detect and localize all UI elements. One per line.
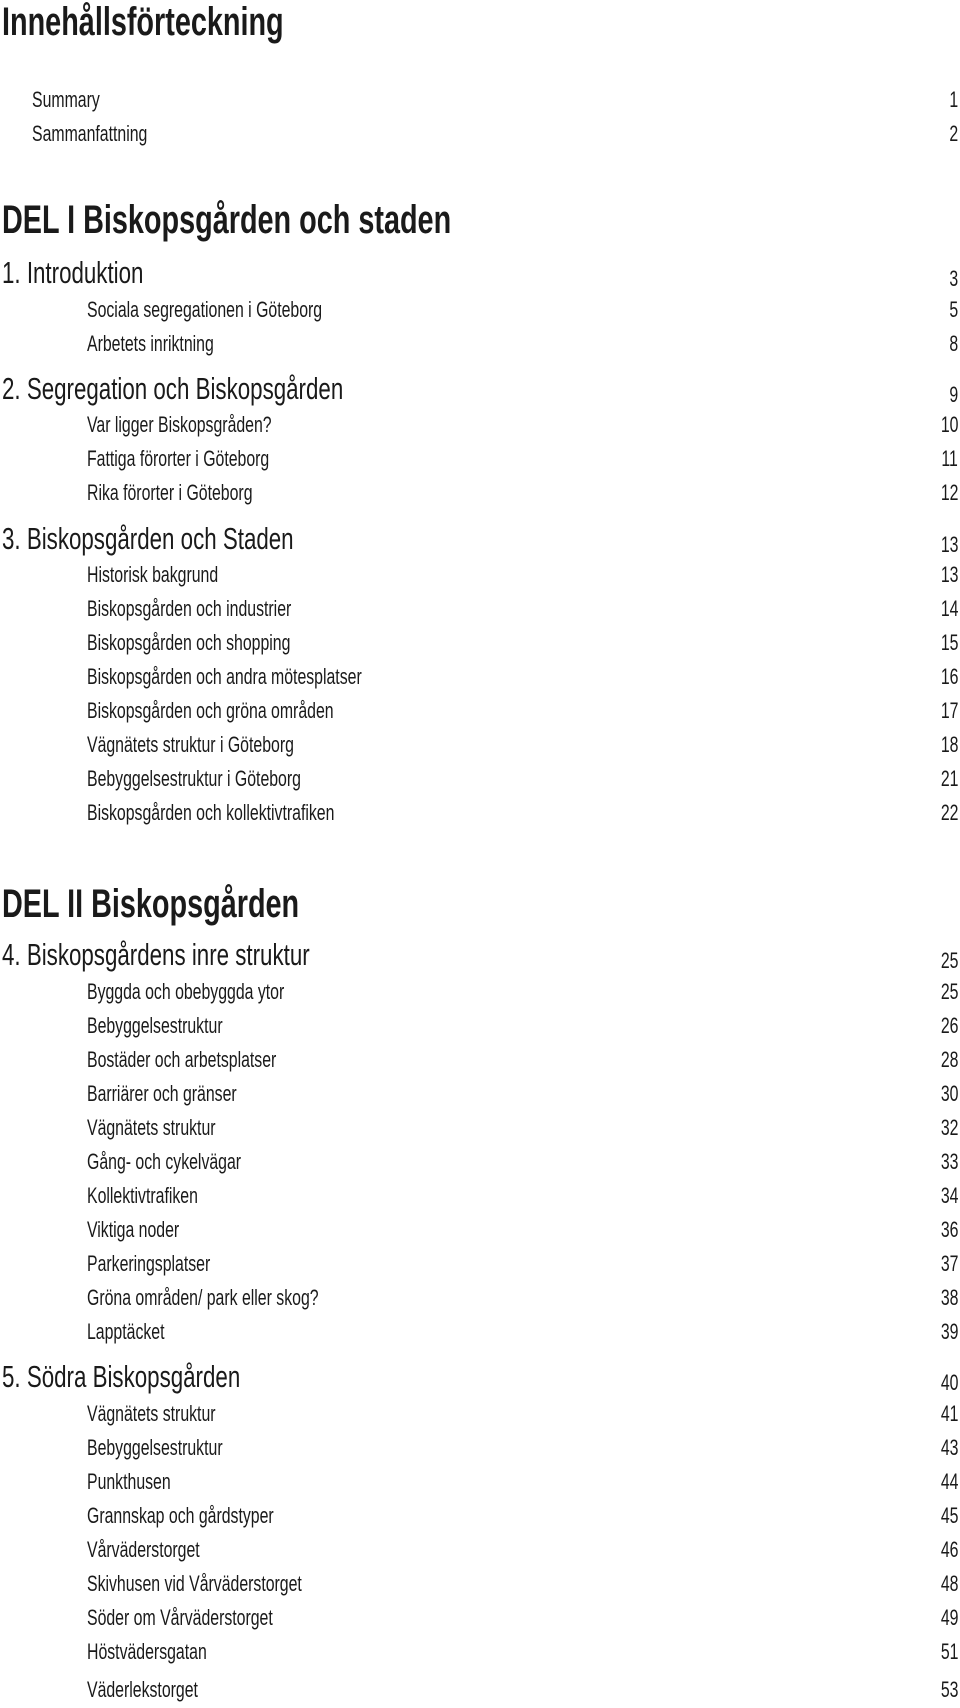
toc-entry-page: 17	[940, 698, 958, 723]
toc-entry-label: Bebyggelsestruktur	[87, 1435, 223, 1460]
toc-entry-page: 21	[940, 766, 958, 791]
toc-entry-page: 11	[941, 446, 958, 471]
chapter-page: 3	[949, 266, 958, 291]
chapter-page: 13	[940, 532, 958, 557]
toc-entry-label: Skivhusen vid Vårväderstorget	[87, 1571, 302, 1596]
toc-entry-label: Byggda och obebyggda ytor	[87, 979, 285, 1004]
toc-entry-label: Grannskap och gårdstyper	[87, 1503, 274, 1528]
toc-entry-label: Punkthusen	[87, 1469, 171, 1494]
toc-entry-label: Vägnätets struktur	[87, 1115, 216, 1140]
chapter-label: 5. Södra Biskopsgården	[2, 1359, 241, 1394]
toc-entry-label: Arbetets inriktning	[87, 331, 214, 356]
chapter-page: 9	[949, 382, 958, 407]
toc-entry-label: Gång- och cykelvägar	[87, 1149, 242, 1174]
toc-entry-page: 51	[940, 1639, 958, 1664]
toc-entry-label: Biskopsgården och industrier	[87, 596, 292, 621]
page-title: Innehållsförteckning	[2, 0, 284, 44]
toc-entry-page: 33	[940, 1149, 958, 1174]
toc-entry-label: Biskopsgården och andra mötesplatser	[87, 664, 362, 689]
toc-entry-page: 25	[940, 979, 958, 1004]
toc-entry-page: 34	[940, 1183, 958, 1208]
toc-entry-label: Kollektivtrafiken	[87, 1183, 198, 1208]
toc-entry-label: Barriärer och gränser	[87, 1081, 237, 1106]
toc-entry-page: 22	[940, 800, 958, 825]
toc-entry-page: 12	[940, 480, 958, 505]
toc-entry-label: Rika förorter i Göteborg	[87, 480, 253, 505]
part-heading-del-2: DEL II Biskopsgården	[2, 882, 300, 926]
toc-entry-label: Biskopsgården och shopping	[87, 630, 291, 655]
toc-entry-page: 44	[940, 1469, 958, 1494]
toc-entry-page: 39	[940, 1319, 958, 1344]
toc-entry-label: Viktiga noder	[87, 1217, 180, 1242]
chapter-label: 2. Segregation och Biskopsgården	[2, 371, 344, 406]
toc-entry-label: Väderlekstorget	[87, 1677, 198, 1702]
toc-entry-label: Summary	[32, 87, 100, 112]
toc-entry-label: Gröna områden/ park eller skog?	[87, 1285, 319, 1310]
toc-entry-page: 18	[940, 732, 958, 757]
toc-entry-page: 2	[949, 121, 958, 146]
chapter-label: 3. Biskopsgården och Staden	[2, 521, 294, 556]
toc-entry-label: Lapptäcket	[87, 1319, 165, 1344]
toc-entry-label: Vårväderstorget	[87, 1537, 200, 1562]
chapter-page: 40	[940, 1370, 958, 1395]
toc-entry-page: 10	[940, 412, 958, 437]
toc-entry-page: 13	[940, 562, 958, 587]
toc-entry-label: Bostäder och arbetsplatser	[87, 1047, 277, 1072]
toc-entry-page: 36	[940, 1217, 958, 1242]
toc-entry-page: 43	[940, 1435, 958, 1460]
toc-entry-page: 49	[940, 1605, 958, 1630]
toc-entry-label: Historisk bakgrund	[87, 562, 219, 587]
toc-entry-page: 5	[949, 297, 958, 322]
toc-entry-label: Biskopsgården och kollektivtrafiken	[87, 800, 335, 825]
toc-entry-label: Biskopsgården och gröna områden	[87, 698, 334, 723]
toc-entry-label: Sammanfattning	[32, 121, 148, 146]
toc-entry-page: 37	[940, 1251, 958, 1276]
toc-entry-page: 32	[940, 1115, 958, 1140]
toc-entry-page: 14	[940, 596, 958, 621]
toc-entry-label: Vägnätets struktur i Göteborg	[87, 732, 294, 757]
toc-entry-page: 1	[949, 87, 958, 112]
toc-entry-label: Sociala segregationen i Göteborg	[87, 297, 323, 322]
chapter-page: 25	[940, 948, 958, 973]
toc-entry-label: Bebyggelsestruktur	[87, 1013, 223, 1038]
toc-entry-label: Söder om Vårväderstorget	[87, 1605, 273, 1630]
toc-entry-page: 16	[940, 664, 958, 689]
toc-entry-label: Fattiga förorter i Göteborg	[87, 446, 270, 471]
toc-entry-label: Var ligger Biskopsgråden?	[87, 412, 272, 437]
chapter-label: 4. Biskopsgårdens inre struktur	[2, 937, 310, 972]
toc-entry-page: 53	[940, 1677, 958, 1702]
toc-entry-page: 30	[940, 1081, 958, 1106]
part-heading-del-1: DEL I Biskopsgården och staden	[2, 198, 452, 242]
toc-entry-page: 46	[940, 1537, 958, 1562]
chapter-label: 1. Introduktion	[2, 255, 144, 290]
toc-entry-page: 38	[940, 1285, 958, 1310]
toc-entry-label: Vägnätets struktur	[87, 1401, 216, 1426]
toc-entry-label: Parkeringsplatser	[87, 1251, 211, 1276]
toc-entry-label: Bebyggelsestruktur i Göteborg	[87, 766, 301, 791]
toc-entry-page: 45	[940, 1503, 958, 1528]
toc-entry-page: 15	[940, 630, 958, 655]
toc-entry-label: Höstvädersgatan	[87, 1639, 207, 1664]
toc-entry-page: 8	[949, 331, 958, 356]
toc-entry-page: 28	[940, 1047, 958, 1072]
toc-entry-page: 26	[940, 1013, 958, 1038]
toc-entry-page: 48	[940, 1571, 958, 1596]
toc-entry-page: 41	[940, 1401, 958, 1426]
